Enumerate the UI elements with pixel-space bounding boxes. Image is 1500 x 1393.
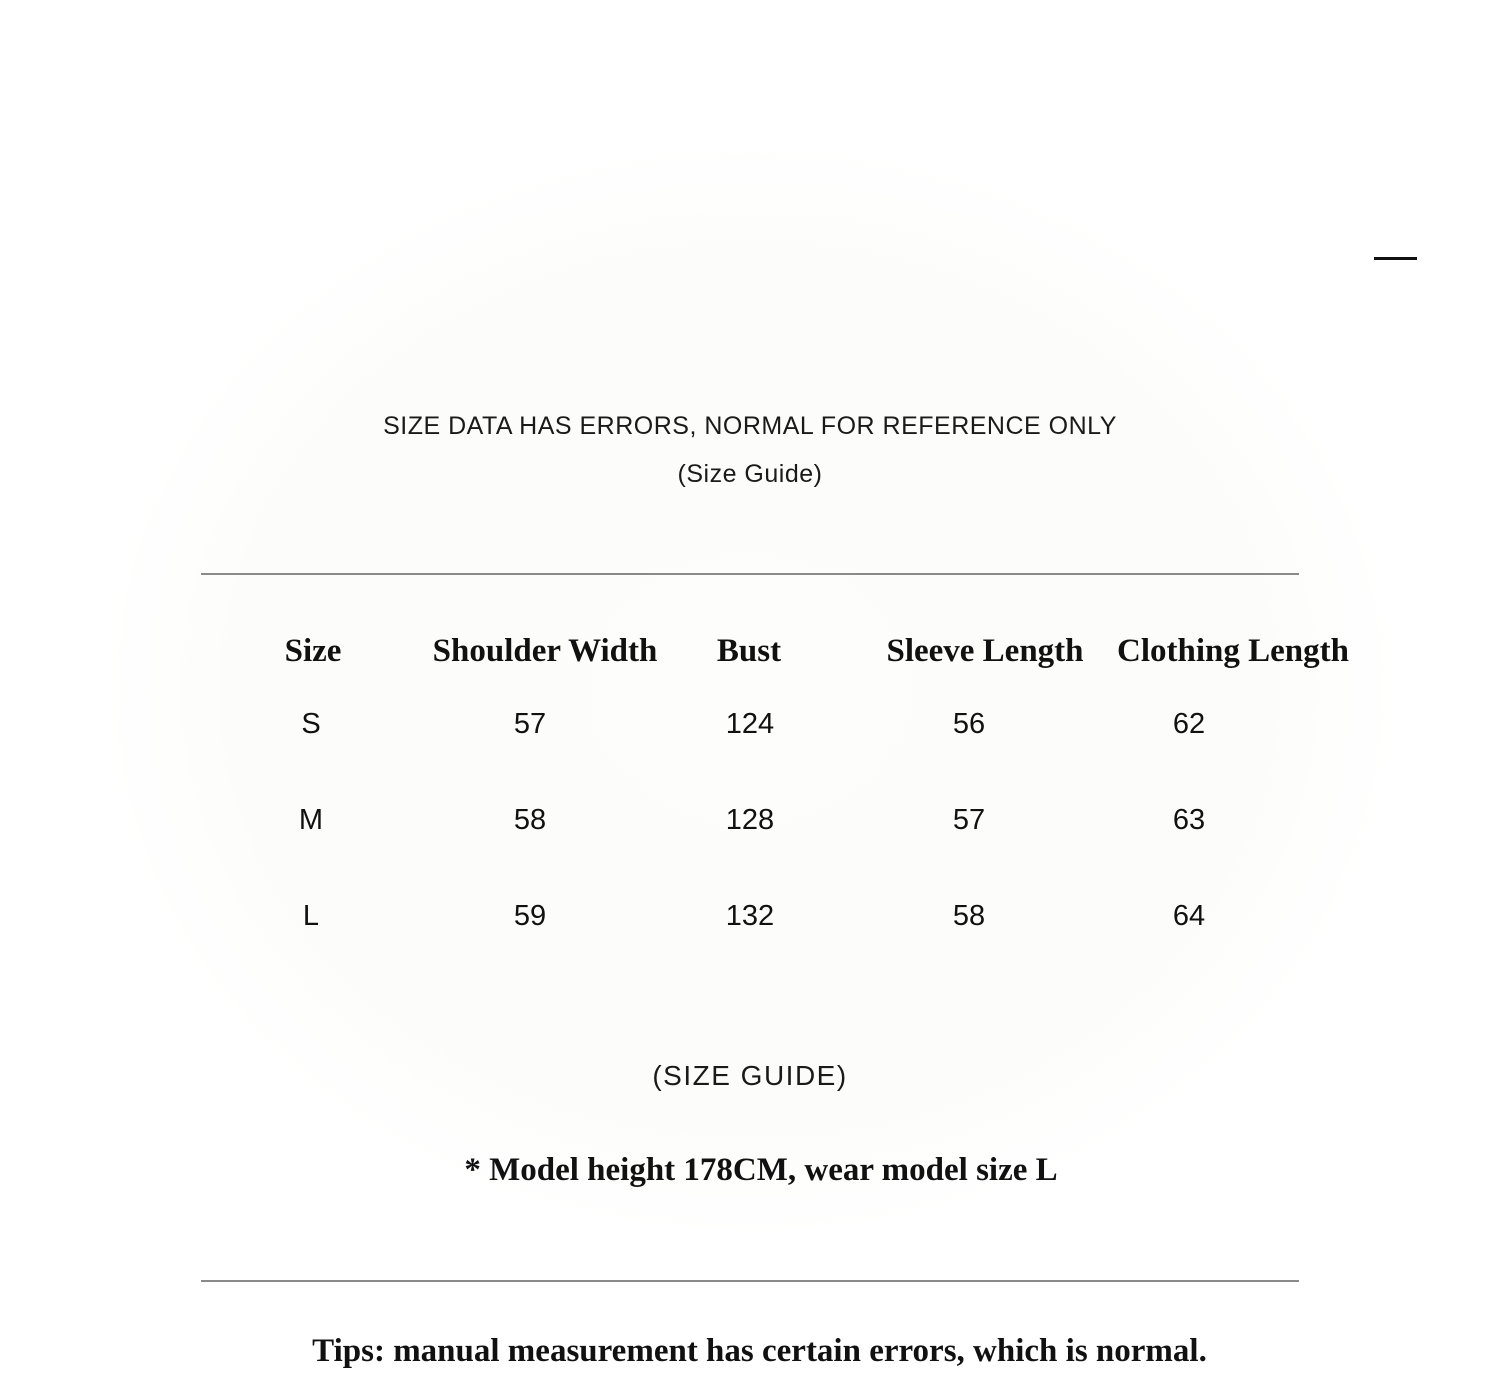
cell-clothing-length: 64 bbox=[1172, 900, 1206, 932]
header-bust: Bust bbox=[716, 633, 782, 669]
bottom-divider bbox=[201, 1280, 1299, 1282]
cell-shoulder-width: 58 bbox=[513, 804, 547, 836]
size-guide-label: (SIZE GUIDE) bbox=[652, 1060, 848, 1091]
cell-size: L bbox=[302, 900, 320, 932]
model-note: * Model height 178CM, wear model size L bbox=[464, 1152, 1058, 1188]
cell-clothing-length: 62 bbox=[1172, 708, 1206, 740]
size-guide-subtitle: (Size Guide) bbox=[677, 460, 823, 488]
cell-size: M bbox=[298, 804, 324, 836]
header-clothing-length: Clothing Length bbox=[1117, 633, 1349, 669]
cell-sleeve-length: 57 bbox=[952, 804, 986, 836]
header-sleeve-length: Sleeve Length bbox=[886, 633, 1084, 669]
cell-size: S bbox=[301, 708, 321, 740]
cell-sleeve-length: 58 bbox=[952, 900, 986, 932]
dash-mark bbox=[1374, 257, 1417, 260]
cell-sleeve-length: 56 bbox=[952, 708, 986, 740]
disclaimer-text: SIZE DATA HAS ERRORS, NORMAL FOR REFERENCE ONLY bbox=[383, 412, 1117, 440]
cell-clothing-length: 63 bbox=[1172, 804, 1206, 836]
cell-shoulder-width: 59 bbox=[513, 900, 547, 932]
header-shoulder-width: Shoulder Width bbox=[432, 633, 658, 669]
top-divider bbox=[201, 573, 1299, 575]
header-size: Size bbox=[284, 633, 342, 669]
cell-bust: 132 bbox=[725, 900, 775, 932]
tips-text: Tips: manual measurement has certain errors, which is normal. bbox=[312, 1333, 1207, 1369]
cell-bust: 128 bbox=[725, 804, 775, 836]
cell-shoulder-width: 57 bbox=[513, 708, 547, 740]
cell-bust: 124 bbox=[725, 708, 775, 740]
